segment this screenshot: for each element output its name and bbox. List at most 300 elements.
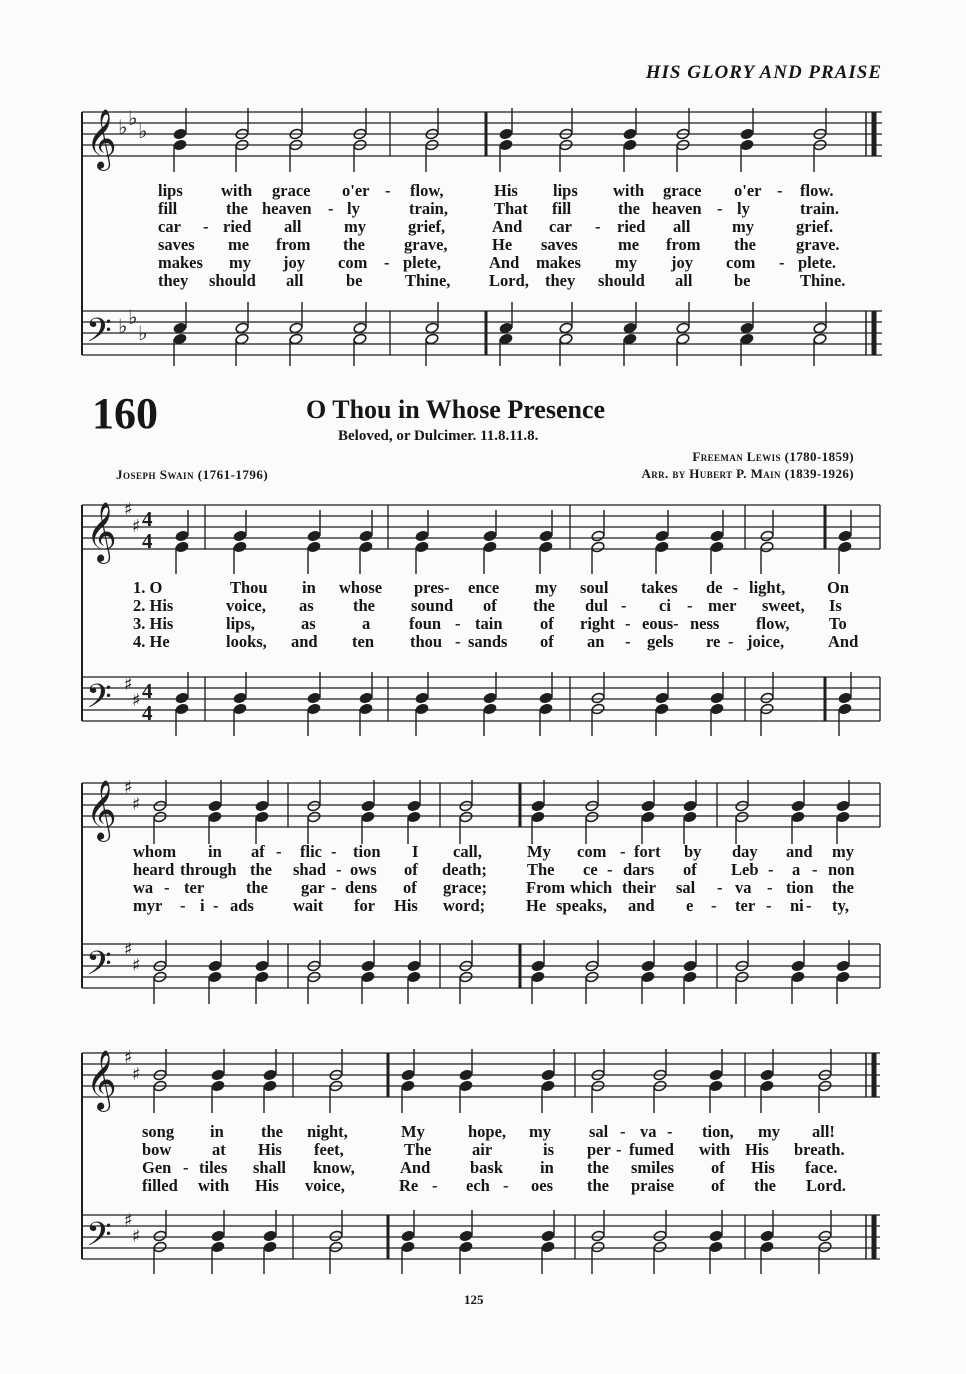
svg-text:♯: ♯ bbox=[124, 939, 133, 960]
quarter-note-head bbox=[539, 541, 553, 553]
lyric-syllable: the bbox=[250, 860, 272, 879]
half-note-head bbox=[760, 541, 774, 553]
lyric-syllable: smiles bbox=[631, 1158, 675, 1177]
lyric-syllable: - bbox=[733, 578, 739, 597]
svg-text:♭: ♭ bbox=[118, 314, 128, 338]
half-note-head bbox=[735, 800, 749, 812]
svg-text:4: 4 bbox=[142, 701, 153, 725]
lyric-syllable: the bbox=[618, 199, 640, 218]
lyric-syllable: - bbox=[620, 1122, 626, 1141]
lyric-syllable: song bbox=[142, 1122, 175, 1141]
half-note-head bbox=[591, 692, 605, 704]
quarter-note-head bbox=[175, 541, 189, 553]
lyric-syllable: of bbox=[483, 596, 497, 615]
svg-text:♭: ♭ bbox=[138, 321, 148, 345]
lyric-syllable: - bbox=[625, 632, 631, 651]
lyric-syllable: in bbox=[208, 842, 222, 861]
quarter-note-head bbox=[760, 1230, 774, 1242]
quarter-note-head bbox=[263, 1080, 277, 1092]
lyric-syllable: - bbox=[717, 199, 723, 218]
lyric-syllable: day bbox=[732, 842, 758, 861]
half-note-head bbox=[289, 333, 303, 345]
lyric-syllable: and bbox=[628, 896, 655, 915]
lyric-syllable: - bbox=[620, 842, 626, 861]
quarter-note-head bbox=[760, 1080, 774, 1092]
lyric-syllable: praise bbox=[631, 1176, 675, 1195]
lyric-syllable: eous- bbox=[642, 614, 679, 633]
svg-text:4: 4 bbox=[142, 507, 153, 531]
lyric-syllable: - bbox=[328, 199, 334, 218]
quarter-note-head bbox=[740, 333, 754, 345]
lyric-syllable: from bbox=[276, 235, 311, 254]
half-note-head bbox=[329, 1230, 343, 1242]
quarter-note-head bbox=[173, 322, 187, 334]
quarter-note-head bbox=[361, 971, 375, 983]
svg-text:♯: ♯ bbox=[124, 777, 133, 798]
quarter-note-head bbox=[740, 139, 754, 151]
lyric-syllable: thou bbox=[410, 632, 443, 651]
lyric-syllable: heard bbox=[133, 860, 175, 879]
quarter-note-head bbox=[415, 541, 429, 553]
lyric-syllable: - bbox=[183, 1158, 189, 1177]
quarter-note-head bbox=[655, 530, 669, 542]
lyric-syllable: death; bbox=[442, 860, 487, 879]
quarter-note-head bbox=[175, 530, 189, 542]
half-note-head bbox=[591, 703, 605, 715]
lyric-syllable: from bbox=[666, 235, 701, 254]
half-note-head bbox=[760, 530, 774, 542]
lyric-syllable: ads bbox=[230, 896, 254, 915]
lyric-syllable: the bbox=[587, 1176, 609, 1195]
lyric-syllable: - bbox=[336, 860, 342, 879]
lyric-syllable: of bbox=[404, 860, 418, 879]
half-note-head bbox=[235, 322, 249, 334]
quarter-note-head bbox=[263, 1241, 277, 1253]
quarter-note-head bbox=[211, 1080, 225, 1092]
lyric-syllable: the bbox=[261, 1122, 283, 1141]
quarter-note-head bbox=[255, 960, 269, 972]
lyric-syllable: flow, bbox=[756, 614, 790, 633]
quarter-note-head bbox=[655, 703, 669, 715]
half-note-head bbox=[153, 1230, 167, 1242]
composer-line: Freeman Lewis (1780-1859) bbox=[692, 449, 854, 464]
quarter-note-head bbox=[836, 800, 850, 812]
lyric-syllable: joice, bbox=[747, 632, 785, 651]
lyric-syllable: 2. His bbox=[133, 596, 174, 615]
lyric-syllable: with bbox=[613, 181, 645, 200]
lyric-syllable: plete. bbox=[798, 253, 837, 272]
half-note-head bbox=[459, 811, 473, 823]
lyric-syllable: fill bbox=[552, 199, 572, 218]
quarter-note-head bbox=[173, 128, 187, 140]
lyric-syllable: of bbox=[683, 860, 697, 879]
lyric-verse-3 bbox=[0, 614, 966, 632]
lyric-syllable: ness bbox=[690, 614, 720, 633]
lyric-syllable: my bbox=[832, 842, 854, 861]
quarter-note-head bbox=[407, 811, 421, 823]
lyric-syllable: the bbox=[587, 1158, 609, 1177]
svg-text:♭: ♭ bbox=[128, 106, 138, 130]
lyric-syllable: car bbox=[549, 217, 572, 236]
lyric-syllable: - bbox=[777, 181, 783, 200]
lyric-syllable: ried bbox=[223, 217, 252, 236]
quarter-note-head bbox=[208, 811, 222, 823]
lyric-syllable: whom bbox=[133, 842, 177, 861]
lyric-syllable: right bbox=[580, 614, 615, 633]
staff-lines-top-bass bbox=[82, 311, 882, 355]
lyric-syllable: pres- bbox=[414, 578, 450, 597]
lyric-syllable: And bbox=[489, 253, 520, 272]
lyric-syllable: saves bbox=[541, 235, 578, 254]
lyric-syllable: an bbox=[587, 632, 605, 651]
quarter-note-head bbox=[233, 692, 247, 704]
lyric-syllable: ech bbox=[466, 1176, 490, 1195]
lyric-syllable: - bbox=[687, 596, 693, 615]
half-note-head bbox=[153, 811, 167, 823]
lyric-syllable: tion bbox=[786, 878, 814, 897]
quarter-note-head bbox=[836, 811, 850, 823]
lyric-syllable: com bbox=[577, 842, 607, 861]
lyric-syllable: - bbox=[767, 878, 773, 897]
lyric-syllable: bow bbox=[142, 1140, 172, 1159]
quarter-note-head bbox=[483, 692, 497, 704]
lyric-syllable: - bbox=[213, 896, 219, 915]
lyric-syllable: all bbox=[286, 271, 304, 290]
quarter-note-head bbox=[740, 322, 754, 334]
lyric-syllable: the bbox=[226, 199, 248, 218]
lyric-syllable: and bbox=[291, 632, 318, 651]
lyric-syllable: my bbox=[344, 217, 366, 236]
lyric-syllable: grave, bbox=[404, 235, 448, 254]
quarter-note-head bbox=[836, 960, 850, 972]
bass-clef-icon: 𝄢 bbox=[86, 1216, 112, 1262]
lyric-syllable: 3. His bbox=[133, 614, 174, 633]
half-note-head bbox=[813, 322, 827, 334]
quarter-note-head bbox=[836, 971, 850, 983]
lyric-syllable: heaven bbox=[262, 199, 312, 218]
lyric-syllable: me bbox=[228, 235, 250, 254]
bass-clef-icon: 𝄢 bbox=[86, 312, 112, 358]
quarter-note-head bbox=[359, 541, 373, 553]
lyric-syllable: be bbox=[734, 271, 751, 290]
lyric-syllable: And bbox=[492, 217, 523, 236]
quarter-note-head bbox=[208, 971, 222, 983]
lyric-syllable: makes bbox=[158, 253, 203, 272]
half-note-head bbox=[818, 1241, 832, 1253]
svg-text:♯: ♯ bbox=[132, 1226, 141, 1247]
lyric-syllable: grace bbox=[272, 181, 311, 200]
lyric-syllable: flow. bbox=[800, 181, 834, 200]
lyric-syllable: mer bbox=[708, 596, 737, 615]
lyric-syllable: saves bbox=[158, 235, 195, 254]
svg-text:♭: ♭ bbox=[128, 305, 138, 329]
lyric-syllable: makes bbox=[536, 253, 581, 272]
lyric-syllable: as bbox=[299, 596, 314, 615]
hymn-number: 160 bbox=[92, 389, 158, 438]
lyric-syllable: the bbox=[246, 878, 268, 897]
quarter-note-head bbox=[263, 1230, 277, 1242]
svg-text:♯: ♯ bbox=[132, 516, 141, 537]
lyric-syllable: From bbox=[526, 878, 566, 897]
half-note-head bbox=[353, 333, 367, 345]
lyric-syllable: va bbox=[735, 878, 752, 897]
lyric-syllable: ci bbox=[659, 596, 671, 615]
lyric-line-prev-1 bbox=[0, 181, 966, 199]
half-note-head bbox=[653, 1241, 667, 1253]
lyric-syllable: e bbox=[686, 896, 694, 915]
lyric-syllable: for bbox=[354, 896, 376, 915]
svg-text:♯: ♯ bbox=[124, 499, 133, 520]
half-note-head bbox=[425, 333, 439, 345]
lyric-syllable: fumed bbox=[629, 1140, 674, 1159]
lyric-syllable: sal bbox=[676, 878, 696, 897]
lyric-syllable: looks, bbox=[226, 632, 267, 651]
lyric-syllable: in bbox=[210, 1122, 224, 1141]
svg-text:♯: ♯ bbox=[124, 1210, 133, 1231]
quarter-note-head bbox=[791, 971, 805, 983]
lyric-syllable: grief, bbox=[408, 217, 446, 236]
lyric-syllable: filled bbox=[142, 1176, 178, 1195]
lyric-syllable: all bbox=[673, 217, 691, 236]
lyric-syllable: myr bbox=[133, 896, 163, 915]
quarter-note-head bbox=[760, 1241, 774, 1253]
quarter-note-head bbox=[401, 1230, 415, 1242]
lyric-syllable: and bbox=[786, 842, 813, 861]
lyric-syllable: com bbox=[338, 253, 368, 272]
lyric-syllable: - bbox=[455, 632, 461, 651]
half-note-head bbox=[676, 322, 690, 334]
quarter-note-head bbox=[623, 139, 637, 151]
quarter-note-head bbox=[710, 530, 724, 542]
lyric-syllable: their bbox=[622, 878, 656, 897]
quarter-note-head bbox=[655, 541, 669, 553]
svg-text:4: 4 bbox=[142, 679, 153, 703]
quarter-note-head bbox=[307, 541, 321, 553]
svg-text:♭: ♭ bbox=[118, 115, 128, 139]
lyric-syllable: all bbox=[284, 217, 302, 236]
lyric-syllable: flow, bbox=[410, 181, 444, 200]
lyric-syllable: night, bbox=[307, 1122, 348, 1141]
quarter-note-head bbox=[263, 1069, 277, 1081]
lyric-syllable: my bbox=[529, 1122, 551, 1141]
quarter-note-head bbox=[407, 960, 421, 972]
quarter-note-head bbox=[683, 960, 697, 972]
lyric-syllable: non bbox=[828, 860, 855, 879]
lyric-syllable: with bbox=[699, 1140, 731, 1159]
quarter-note-head bbox=[407, 800, 421, 812]
quarter-note-head bbox=[208, 960, 222, 972]
quarter-note-head bbox=[175, 692, 189, 704]
lyric-syllable: - bbox=[331, 878, 337, 897]
lyric-syllable: His bbox=[258, 1140, 282, 1159]
lyric-syllable: the bbox=[533, 596, 555, 615]
lyric-syllable: - bbox=[625, 614, 631, 633]
lyric-syllable: dars bbox=[623, 860, 655, 879]
lyric-syllable: i bbox=[200, 896, 205, 915]
half-note-head bbox=[735, 811, 749, 823]
quarter-note-head bbox=[539, 703, 553, 715]
lyric-syllable: train. bbox=[800, 199, 839, 218]
quarter-note-head bbox=[211, 1241, 225, 1253]
lyric-syllable: On bbox=[827, 578, 850, 597]
lyric-syllable: all! bbox=[812, 1122, 835, 1141]
lyric-syllable: - bbox=[432, 1176, 438, 1195]
lyric-syllable: takes bbox=[641, 578, 678, 597]
quarter-note-head bbox=[415, 703, 429, 715]
lyric-syllable: with bbox=[221, 181, 253, 200]
lyric-syllable: by bbox=[684, 842, 702, 861]
quarter-note-head bbox=[211, 1069, 225, 1081]
lyric-syllable: a bbox=[792, 860, 801, 879]
half-note-head bbox=[676, 333, 690, 345]
staff-lines-top-treble bbox=[82, 112, 882, 156]
half-note-head bbox=[760, 703, 774, 715]
lyric-syllable: joy bbox=[671, 253, 693, 272]
lyric-syllable: - bbox=[180, 896, 186, 915]
treble-clef-icon: 𝄞 bbox=[86, 780, 117, 840]
quarter-note-head bbox=[307, 530, 321, 542]
quarter-note-head bbox=[709, 1241, 723, 1253]
half-note-head bbox=[289, 322, 303, 334]
lyric-syllable: the bbox=[353, 596, 375, 615]
lyric-syllable: shad bbox=[293, 860, 327, 879]
lyric-syllable: be bbox=[346, 271, 363, 290]
lyric-syllable: ten bbox=[352, 632, 374, 651]
lyric-syllable: tion bbox=[353, 842, 381, 861]
lyric-syllable: - bbox=[455, 614, 461, 633]
lyric-syllable: is bbox=[543, 1140, 555, 1159]
lyric-syllable: - bbox=[503, 1176, 509, 1195]
lyric-line-prev-6 bbox=[0, 271, 966, 289]
lyric-syllable: To bbox=[829, 614, 847, 633]
quarter-note-head bbox=[531, 811, 545, 823]
lyric-syllable: of bbox=[540, 632, 554, 651]
lyric-syllable: - bbox=[766, 896, 772, 915]
lyric-syllable: soul bbox=[580, 578, 609, 597]
lyric-syllable: my bbox=[615, 253, 637, 272]
lyric-syllable: the bbox=[754, 1176, 776, 1195]
lyric-syllable: which bbox=[570, 878, 613, 897]
half-note-head bbox=[153, 1241, 167, 1253]
quarter-note-head bbox=[173, 139, 187, 151]
quarter-note-head bbox=[173, 333, 187, 345]
lyric-syllable: ter bbox=[735, 896, 756, 915]
quarter-note-head bbox=[499, 322, 513, 334]
lyric-syllable: of bbox=[540, 614, 554, 633]
lyric-syllable: I bbox=[412, 842, 419, 861]
half-note-head bbox=[425, 322, 439, 334]
lyric-syllable: grace bbox=[663, 181, 702, 200]
lyric-syllable: tiles bbox=[199, 1158, 228, 1177]
quarter-note-head bbox=[709, 1069, 723, 1081]
lyric-syllable: flic bbox=[300, 842, 322, 861]
half-note-head bbox=[818, 1230, 832, 1242]
quarter-note-head bbox=[541, 1241, 555, 1253]
page-running-header: HIS GLORY AND PRAISE bbox=[645, 62, 882, 83]
lyric-syllable: ce bbox=[583, 860, 598, 879]
lyric-syllable: sal bbox=[589, 1122, 609, 1141]
composer-credit bbox=[641, 448, 854, 482]
lyric-syllable: fill bbox=[158, 199, 178, 218]
lyric-syllable: Lord. bbox=[806, 1176, 846, 1195]
lyric-syllable: oes bbox=[531, 1176, 553, 1195]
svg-text:♯: ♯ bbox=[132, 690, 141, 711]
lyric-syllable: know, bbox=[313, 1158, 355, 1177]
quarter-note-head bbox=[531, 971, 545, 983]
quarter-note-head bbox=[791, 800, 805, 812]
lyric-syllable: sands bbox=[468, 632, 508, 651]
lyric-syllable: My bbox=[527, 842, 551, 861]
lyric-syllable: - bbox=[203, 217, 209, 236]
quarter-note-head bbox=[710, 541, 724, 553]
quarter-note-head bbox=[791, 960, 805, 972]
lyric-verse-3 bbox=[0, 1158, 966, 1176]
quarter-note-head bbox=[838, 692, 852, 704]
svg-text:♯: ♯ bbox=[132, 1064, 141, 1085]
lyric-line-prev-2 bbox=[0, 199, 966, 217]
lyric-syllable: Thou bbox=[230, 578, 268, 597]
half-note-head bbox=[559, 333, 573, 345]
lyric-syllable: whose bbox=[339, 578, 383, 597]
lyric-syllable: Leb bbox=[731, 860, 759, 879]
lyric-syllable: ter bbox=[184, 878, 205, 897]
lyric-syllable: dens bbox=[345, 878, 378, 897]
lyric-syllable: grave. bbox=[796, 235, 840, 254]
lyric-syllable: - bbox=[621, 596, 627, 615]
lyric-syllable: o'er bbox=[342, 181, 370, 200]
lyric-syllable: His bbox=[494, 181, 518, 200]
quarter-note-head bbox=[683, 800, 697, 812]
lyric-syllable: with bbox=[198, 1176, 230, 1195]
lyric-syllable: at bbox=[212, 1140, 226, 1159]
lyric-syllable: in bbox=[540, 1158, 554, 1177]
author-credit: Joseph Swain (1761-1796) bbox=[116, 467, 269, 482]
lyric-syllable: joy bbox=[283, 253, 305, 272]
half-note-head bbox=[591, 541, 605, 553]
lyric-syllable: tion, bbox=[702, 1122, 734, 1141]
quarter-note-head bbox=[359, 692, 373, 704]
treble-clef-icon: 𝄞 bbox=[86, 502, 117, 562]
lyric-syllable: as bbox=[301, 614, 316, 633]
lyric-syllable: Thine, bbox=[405, 271, 451, 290]
lyric-syllable: should bbox=[598, 271, 645, 290]
quarter-note-head bbox=[623, 333, 637, 345]
lyric-syllable: Thine. bbox=[800, 271, 846, 290]
bass-clef-icon: 𝄢 bbox=[86, 945, 112, 991]
lyric-syllable: lips bbox=[553, 181, 578, 200]
lyric-syllable: my bbox=[758, 1122, 780, 1141]
lyric-syllable: lips bbox=[158, 181, 183, 200]
lyric-syllable: That bbox=[494, 199, 528, 218]
quarter-note-head bbox=[499, 128, 513, 140]
lyric-syllable: plete, bbox=[403, 253, 442, 272]
lyric-syllable: - bbox=[806, 896, 812, 915]
lyric-syllable: His bbox=[745, 1140, 769, 1159]
quarter-note-head bbox=[233, 703, 247, 715]
lyric-verse-1 bbox=[0, 1122, 966, 1140]
lyric-syllable: af bbox=[251, 842, 265, 861]
half-note-head bbox=[153, 800, 167, 812]
lyric-syllable: my bbox=[229, 253, 251, 272]
lyric-syllable: 1. O bbox=[133, 578, 163, 597]
svg-text:4: 4 bbox=[142, 529, 153, 553]
quarter-note-head bbox=[791, 811, 805, 823]
quarter-note-head bbox=[483, 703, 497, 715]
quarter-note-head bbox=[483, 541, 497, 553]
lyric-syllable: car bbox=[158, 217, 181, 236]
quarter-note-head bbox=[709, 1080, 723, 1092]
quarter-note-head bbox=[415, 692, 429, 704]
